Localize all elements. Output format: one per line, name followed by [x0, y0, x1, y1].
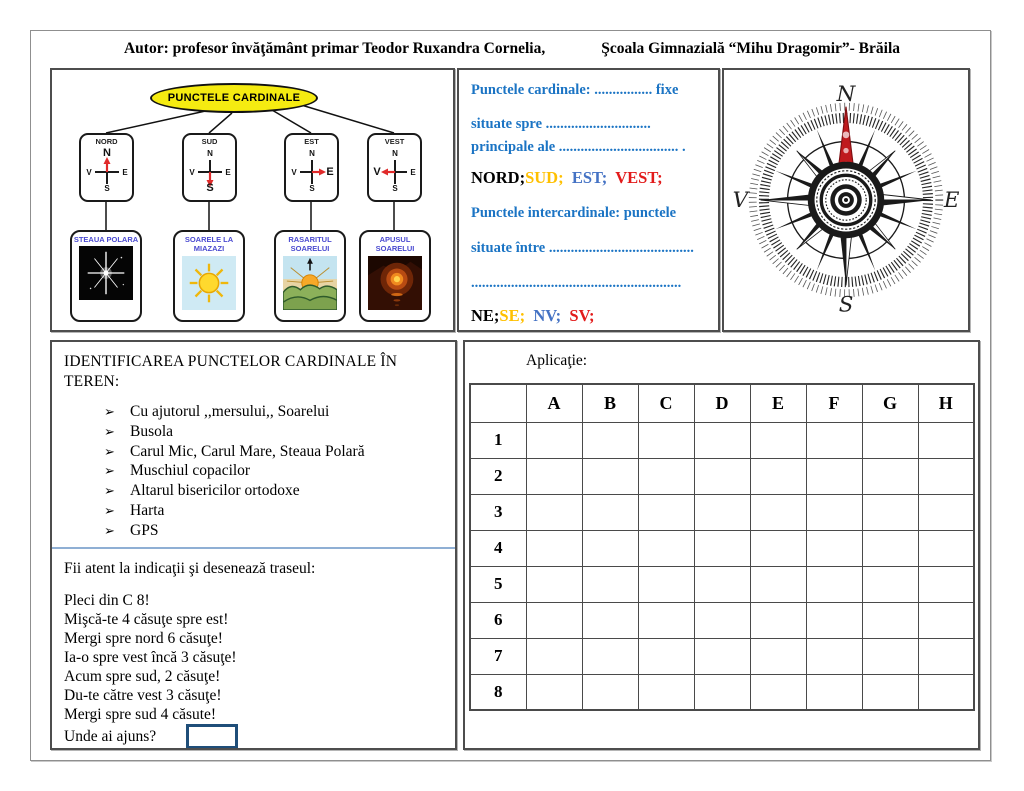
grid-cell[interactable]	[526, 530, 582, 566]
svg-text:N: N	[308, 149, 315, 158]
grid-cell[interactable]	[694, 566, 750, 602]
grid-cell[interactable]	[750, 602, 806, 638]
svg-text:V: V	[290, 168, 297, 177]
mini-compass-east-icon	[289, 146, 335, 192]
application-panel	[463, 340, 980, 750]
svg-text:S: S	[308, 184, 315, 192]
answer-box[interactable]	[186, 724, 238, 749]
worksheet-header	[50, 40, 974, 58]
grid-cell[interactable]	[918, 566, 974, 602]
card-soarele-la-miazazi	[173, 230, 245, 322]
grid-cell[interactable]	[582, 602, 638, 638]
grid-cell[interactable]	[694, 458, 750, 494]
arrow-bullet-icon: ➢	[104, 463, 115, 479]
svg-text:V: V	[85, 168, 92, 177]
grid-cell[interactable]	[582, 530, 638, 566]
arrow-bullet-icon: ➢	[104, 404, 115, 419]
grid-row-header: 7	[470, 638, 526, 674]
route-steps	[64, 591, 443, 724]
cardinal-definition-line3: principale ale ................................. .	[471, 139, 686, 155]
cardinal-definition-line1: Punctele cardinale: ................ fixe	[471, 82, 679, 98]
route-step: Du-te către vest 3 căsuţe!	[64, 686, 222, 704]
grid-row-header: 8	[470, 674, 526, 710]
grid-cell[interactable]	[582, 422, 638, 458]
route-step: Mergi spre nord 6 căsuţe!	[64, 629, 223, 647]
grid-cell[interactable]	[694, 494, 750, 530]
compass-rose-panel	[722, 68, 970, 332]
svg-text:V: V	[188, 168, 195, 177]
route-step: Mişcă-te 4 căsuţe spre est!	[64, 610, 229, 628]
method-item: ➢ Harta	[104, 501, 165, 519]
cardinal-definition-line2: situate spre .............................	[471, 116, 651, 132]
svg-text:S: S	[391, 184, 398, 192]
grid-cell[interactable]	[862, 566, 918, 602]
cardinal-diagram-panel	[50, 68, 455, 332]
diagram-root-node: PUNCTELE CARDINALE	[150, 83, 318, 113]
grid-cell[interactable]	[806, 422, 862, 458]
grid-cell[interactable]	[638, 566, 694, 602]
svg-text:V: V	[372, 166, 381, 178]
intercardinal-definition-line1: Punctele intercardinale: punctele	[471, 205, 677, 221]
sunrise-image	[283, 256, 337, 310]
card-apusul-soarelui	[359, 230, 431, 322]
grid-cell[interactable]	[638, 458, 694, 494]
grid-cell[interactable]	[862, 530, 918, 566]
mini-compass-west-icon	[372, 146, 418, 192]
grid-cell[interactable]	[806, 638, 862, 674]
svg-text:N: N	[836, 82, 856, 108]
grid-cell[interactable]	[750, 494, 806, 530]
grid-column-header: D	[694, 384, 750, 422]
method-item: ➢ Muschiul copacilor	[104, 462, 251, 480]
node-est	[284, 133, 339, 202]
grid-cell[interactable]	[582, 674, 638, 710]
grid-cell[interactable]	[638, 494, 694, 530]
grid-cell[interactable]	[694, 602, 750, 638]
svg-text:N: N	[102, 147, 111, 159]
direction-term: VEST;	[607, 168, 663, 187]
grid-row-header: 6	[470, 602, 526, 638]
grid-cell[interactable]	[526, 638, 582, 674]
svg-text:V: V	[732, 187, 749, 213]
route-step: Pleci din C 8!	[64, 591, 150, 609]
grid-cell[interactable]	[806, 674, 862, 710]
direction-term: NORD;	[471, 168, 526, 187]
arrow-bullet-icon: ➢	[104, 522, 115, 538]
card-steaua-polara-label: STEAUA POLARA	[73, 235, 139, 244]
svg-text:S: S	[103, 184, 110, 192]
grid-cell[interactable]	[582, 638, 638, 674]
grid-cell[interactable]	[526, 602, 582, 638]
grid-cell[interactable]	[694, 638, 750, 674]
grid-cell[interactable]	[638, 422, 694, 458]
arrow-bullet-icon: ➢	[104, 423, 115, 439]
grid-column-header: G	[862, 384, 918, 422]
grid-cell[interactable]	[918, 674, 974, 710]
definitions-panel	[457, 68, 720, 332]
grid-row-header: 4	[470, 530, 526, 566]
grid-row-header: 3	[470, 494, 526, 530]
card-rasaritul-soarelui	[274, 230, 346, 322]
grid-cell[interactable]	[806, 566, 862, 602]
route-step: Ia-o spre vest încă 3 căsuţe!	[64, 648, 237, 666]
route-step: Acum spre sud, 2 căsuţe!	[64, 667, 221, 685]
grid-corner-cell	[470, 384, 526, 422]
application-table	[469, 383, 975, 711]
grid-cell[interactable]	[806, 458, 862, 494]
node-vest	[367, 133, 422, 202]
grid-column-header: E	[750, 384, 806, 422]
direction-term: EST;	[563, 168, 608, 187]
svg-text:E: E	[121, 168, 128, 177]
grid-cell[interactable]	[750, 458, 806, 494]
grid-cell[interactable]	[694, 530, 750, 566]
node-sud	[182, 133, 237, 202]
route-intro: Fii atent la indicaţii şi desenează traseul:	[64, 559, 316, 577]
grid-cell[interactable]	[862, 638, 918, 674]
grid-row-header: 5	[470, 566, 526, 602]
svg-text:E: E	[409, 168, 416, 177]
grid-cell[interactable]	[862, 494, 918, 530]
node-vest-label: VEST	[384, 137, 405, 146]
grid-cell[interactable]	[582, 566, 638, 602]
grid-cell[interactable]	[694, 674, 750, 710]
grid-row-header: 1	[470, 422, 526, 458]
cardinal-terms	[471, 167, 706, 189]
grid-cell[interactable]	[526, 458, 582, 494]
author-text: Autor: profesor învăţământ primar Teodor Ruxandra Cornelia,	[123, 40, 546, 57]
grid-cell[interactable]	[750, 566, 806, 602]
grid-cell[interactable]	[918, 530, 974, 566]
method-item: ➢ Altarul bisericilor ortodoxe	[104, 482, 300, 500]
intercardinal-terms	[471, 305, 706, 327]
grid-cell[interactable]	[918, 638, 974, 674]
node-sud-label: SUD	[201, 137, 218, 146]
svg-text:E: E	[325, 166, 334, 178]
polar-star-image	[79, 246, 133, 300]
direction-term: SV;	[561, 306, 595, 325]
direction-term: SUD;	[525, 168, 564, 187]
method-item: ➢ Cu ajutorul ,,mersului,, Soarelui	[104, 403, 330, 420]
noon-sun-image	[182, 256, 236, 310]
mini-compass-south-icon	[187, 146, 233, 192]
node-nord	[79, 133, 134, 202]
grid-column-header: C	[638, 384, 694, 422]
grid-cell[interactable]	[918, 602, 974, 638]
mini-compass-north-icon	[84, 146, 130, 192]
school-text: Şcoala Gimnazială “Mihu Dragomir”- Brăila	[601, 40, 901, 57]
arrow-bullet-icon: ➢	[104, 443, 115, 459]
svg-text:S: S	[205, 182, 214, 192]
grid-cell[interactable]	[750, 638, 806, 674]
svg-text:E: E	[943, 187, 960, 213]
grid-cell[interactable]	[526, 674, 582, 710]
grid-cell[interactable]	[750, 674, 806, 710]
grid-column-header: F	[806, 384, 862, 422]
grid-cell[interactable]	[862, 422, 918, 458]
grid-cell[interactable]	[694, 422, 750, 458]
grid-cell[interactable]	[638, 638, 694, 674]
grid-column-header: H	[918, 384, 974, 422]
grid-cell[interactable]	[806, 494, 862, 530]
grid-cell[interactable]	[750, 422, 806, 458]
grid-row-header: 2	[470, 458, 526, 494]
arrow-bullet-icon: ➢	[104, 502, 115, 518]
grid-cell[interactable]	[638, 602, 694, 638]
direction-term: NV;	[525, 306, 562, 325]
svg-text:N: N	[391, 149, 398, 158]
grid-cell[interactable]	[526, 494, 582, 530]
route-question: Unde ai ajuns?	[64, 727, 157, 745]
grid-cell[interactable]	[806, 602, 862, 638]
node-est-label: EST	[304, 137, 319, 146]
application-label: Aplicaţie:	[526, 352, 588, 369]
route-question-row	[64, 724, 443, 749]
grid-cell[interactable]	[750, 530, 806, 566]
intercardinal-definition-line3: ..........................................................	[471, 275, 682, 291]
grid-cell[interactable]	[526, 422, 582, 458]
grid-column-header: A	[526, 384, 582, 422]
method-item: ➢ GPS	[104, 521, 159, 539]
node-nord-label: NORD	[95, 137, 118, 146]
svg-text:E: E	[224, 168, 231, 177]
direction-term: SE;	[499, 306, 526, 325]
method-item: ➢ Carul Mic, Carul Mare, Steaua Polară	[104, 442, 365, 460]
grid-cell[interactable]	[862, 458, 918, 494]
grid-cell[interactable]	[582, 494, 638, 530]
intercardinal-definition-line2: situate între ........................................	[471, 240, 694, 256]
route-step: Mergi spre sud 4 căsute!	[64, 705, 217, 723]
grid-cell[interactable]	[582, 458, 638, 494]
svg-text:N: N	[206, 149, 213, 158]
card-steaua-polara	[70, 230, 142, 322]
card-rasaritul-soarelui-label: RASARITUL SOARELUI	[288, 235, 332, 254]
card-soarele-la-miazazi-label: SOARELE LA MIAZAZI	[184, 235, 234, 254]
svg-text:S: S	[838, 292, 854, 318]
grid-cell[interactable]	[918, 458, 974, 494]
section-divider	[52, 547, 455, 549]
direction-term: NE;	[471, 306, 500, 325]
grid-cell[interactable]	[862, 602, 918, 638]
identification-panel	[50, 340, 457, 750]
grid-cell[interactable]	[918, 494, 974, 530]
method-item: ➢ Busola	[104, 422, 174, 440]
identification-title: IDENTIFICAREA PUNCTELOR CARDINALE ÎN TEREN:	[64, 353, 398, 390]
compass-rose-image	[728, 82, 964, 318]
grid-cell[interactable]	[638, 530, 694, 566]
grid-cell[interactable]	[526, 566, 582, 602]
grid-cell[interactable]	[806, 530, 862, 566]
grid-column-header: B	[582, 384, 638, 422]
grid-cell[interactable]	[638, 674, 694, 710]
grid-cell[interactable]	[862, 674, 918, 710]
sunset-image	[368, 256, 422, 310]
arrow-bullet-icon: ➢	[104, 483, 115, 499]
grid-cell[interactable]	[918, 422, 974, 458]
card-apusul-soarelui-label: APUSUL SOARELUI	[375, 235, 415, 254]
methods-list	[104, 402, 443, 541]
